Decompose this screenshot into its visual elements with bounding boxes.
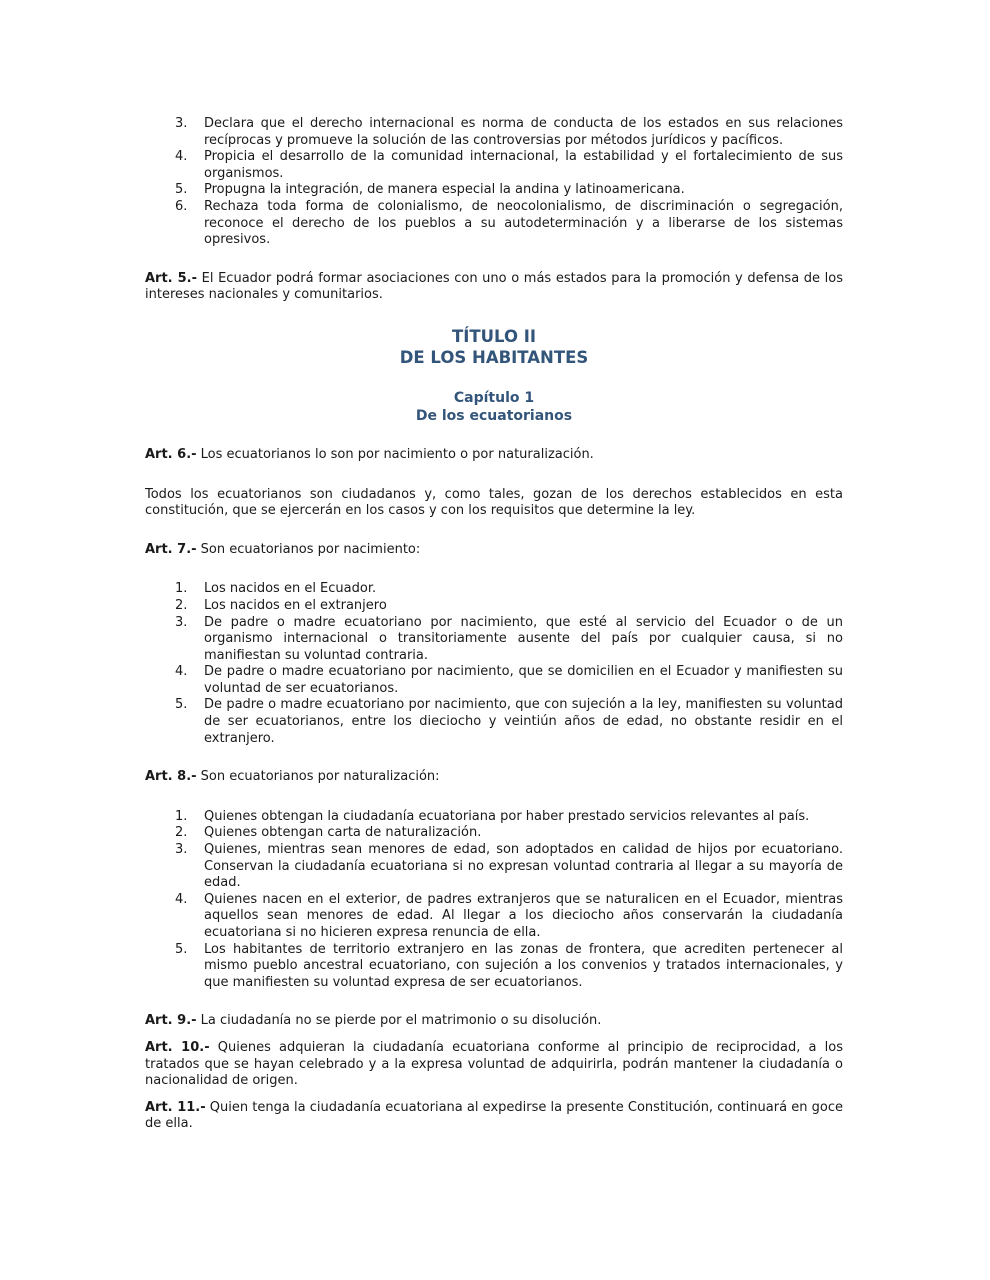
item-number: 5. bbox=[175, 182, 188, 198]
article-label: Art. 7.- bbox=[145, 541, 197, 557]
list-item bbox=[145, 116, 843, 149]
article-label: Art. 6.- bbox=[145, 446, 197, 462]
item-number: 3. bbox=[175, 614, 188, 630]
article-label: Art. 8.- bbox=[145, 769, 197, 785]
article-label: Art. 9.- bbox=[145, 1013, 197, 1029]
list-item bbox=[145, 598, 843, 615]
item-number: 2. bbox=[175, 597, 188, 613]
list-item bbox=[145, 825, 843, 842]
title-heading bbox=[145, 326, 843, 368]
article-text: Quienes adquieran la ciudadanía ecuatoriana conforme al principio de reciprocidad, a los tratados que se hayan celebrado y a la expresa voluntad de adquirirla, podrán mantener la ciudadanía o nacionalidad de origen. bbox=[145, 1039, 843, 1089]
item-text: De padre o madre ecuatoriano por nacimiento, que con sujeción a la ley, manifiesten su voluntad de ser ecuatorianos, entre los dieciocho y veintiún años de edad, no obstante residir en el extranjero. bbox=[204, 697, 843, 746]
article-text: Son ecuatorianos por naturalización: bbox=[196, 769, 440, 785]
title-line-1: TÍTULO II bbox=[451, 326, 537, 346]
item-text: Quienes nacen en el exterior, de padres extranjeros que se naturalicen en el Ecuador, mientras aquellos sean menores de edad. Al llegar a los dieciocho años conservarán la ciudadanía ecuatoriana si no hicieren expresa renuncia de ella. bbox=[204, 891, 843, 940]
item-text: De padre o madre ecuatoriano por nacimiento, que se domicilien en el Ecuador y manifiesten su voluntad de ser ecuatorianos. bbox=[204, 664, 843, 696]
document-page bbox=[145, 116, 843, 1133]
list-item bbox=[145, 842, 843, 892]
list-item bbox=[145, 615, 843, 665]
article-5 bbox=[145, 271, 843, 304]
item-text: Los nacidos en el Ecuador. bbox=[204, 581, 377, 597]
list-art7 bbox=[145, 581, 843, 747]
item-number: 1. bbox=[175, 808, 188, 824]
item-text: Declara que el derecho internacional es norma de conducta de los estados en sus relaciones recíprocas y promueve la solución de las controversias por métodos jurídicos y pacíficos. bbox=[204, 116, 843, 148]
list-item bbox=[145, 809, 843, 826]
item-text: Los habitantes de territorio extranjero en las zonas de frontera, que acrediten pertenecer al mismo pueblo ancestral ecuatoriano, con sujeción a los convenios y tratados internacionales, y que manifiesten su voluntad expresa de ser ecuatorianos. bbox=[204, 941, 843, 990]
article-label: Art. 11.- bbox=[145, 1099, 206, 1115]
article-6 bbox=[145, 447, 843, 464]
chapter-heading bbox=[145, 389, 843, 425]
article-10 bbox=[145, 1040, 843, 1090]
article-text: Quien tenga la ciudadanía ecuatoriana al expedirse la presente Constitución, continuará en goce de ella. bbox=[145, 1099, 843, 1132]
item-text: Quienes obtengan la ciudadanía ecuatoriana por haber prestado servicios relevantes al país. bbox=[204, 808, 810, 824]
list-item bbox=[145, 149, 843, 182]
list-item bbox=[145, 581, 843, 598]
item-number: 5. bbox=[175, 697, 188, 713]
article-7 bbox=[145, 542, 843, 559]
item-text: Rechaza toda forma de colonialismo, de neocolonialismo, de discriminación o segregación, reconoce el derecho de los pueblos a su autodeterminación y a liberarse de los sistemas opresivos. bbox=[204, 198, 843, 248]
item-number: 4. bbox=[175, 891, 188, 907]
item-number: 5. bbox=[175, 941, 188, 957]
list-top bbox=[145, 116, 843, 249]
item-text: Quienes obtengan carta de naturalización. bbox=[204, 825, 482, 841]
item-number: 3. bbox=[175, 116, 188, 131]
article-text: El Ecuador podrá formar asociaciones con uno o más estados para la promoción y defensa de los intereses nacionales y comunitarios. bbox=[145, 270, 844, 303]
article-label: Art. 5.- bbox=[145, 270, 198, 286]
list-art8 bbox=[145, 809, 843, 992]
chapter-line-2: De los ecuatorianos bbox=[415, 407, 573, 424]
list-item bbox=[145, 892, 843, 942]
list-item bbox=[145, 942, 843, 992]
article-6-paragraph: Todos los ecuatorianos son ciudadanos y, como tales, gozan de los derechos establecidos en esta constitución, que se ejercerán en los casos y con los requisitos que determine la ley. bbox=[145, 486, 843, 519]
title-line-2: DE LOS HABITANTES bbox=[399, 347, 589, 367]
item-number: 1. bbox=[175, 581, 188, 597]
item-text: Los nacidos en el extranjero bbox=[204, 597, 387, 613]
item-number: 2. bbox=[175, 825, 188, 841]
article-8 bbox=[145, 769, 843, 786]
list-item bbox=[145, 664, 843, 697]
chapter-line-1: Capítulo 1 bbox=[453, 389, 535, 406]
article-9 bbox=[145, 1013, 843, 1030]
item-text: Quienes, mientras sean menores de edad, son adoptados en calidad de hijos por ecuatoriano. Conservan la ciudadanía ecuatoriana si no expresan voluntad contraria al llegar a su mayoría de edad. bbox=[204, 842, 843, 891]
list-item bbox=[145, 182, 843, 199]
article-label: Art. 10.- bbox=[145, 1039, 210, 1055]
item-text: Propugna la integración, de manera especial la andina y latinoamericana. bbox=[204, 182, 685, 198]
article-text: La ciudadanía no se pierde por el matrimonio o su disolución. bbox=[196, 1013, 602, 1029]
list-item bbox=[145, 199, 843, 249]
item-number: 3. bbox=[175, 842, 188, 858]
item-text: Propicia el desarrollo de la comunidad internacional, la estabilidad y el fortalecimiento de sus organismos. bbox=[204, 149, 843, 181]
item-number: 6. bbox=[175, 198, 188, 214]
article-text: Son ecuatorianos por nacimiento: bbox=[196, 541, 421, 557]
article-11 bbox=[145, 1100, 843, 1133]
list-item bbox=[145, 697, 843, 747]
item-number: 4. bbox=[175, 149, 188, 165]
item-text: De padre o madre ecuatoriano por nacimiento, que esté al servicio del Ecuador o de un organismo internacional o transitoriamente ausente del país por cualquier causa, si no manifiestan su voluntad contraria. bbox=[204, 614, 843, 663]
article-text: Los ecuatorianos lo son por nacimiento o por naturalización. bbox=[196, 446, 594, 462]
item-number: 4. bbox=[175, 664, 188, 680]
